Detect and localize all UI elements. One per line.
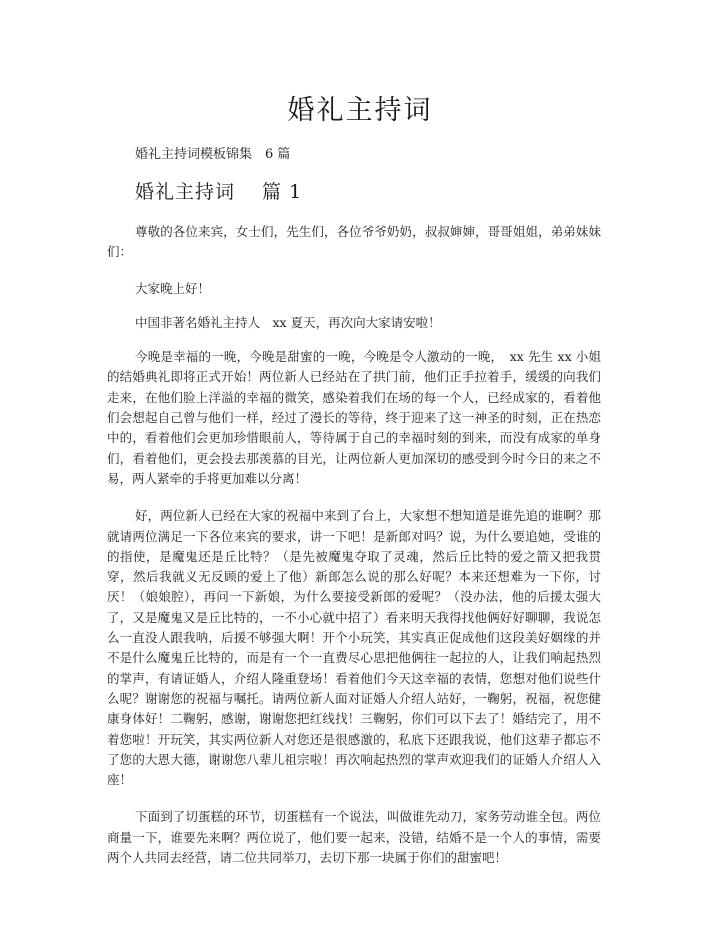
paragraph-good-evening: 大家晚上好！ (135, 280, 211, 296)
paragraph-ceremony-start: 今晚是幸福的一晚，今晚是甜蜜的一晚，今晚是令人激动的一晚， xx 先生 xx 小姐的结婚典礼即将正式开始！两位新人已经站在了拱门前，他们正手拉着手，缓缓的向我们走来，在他们脸上洋溢的幸福的微笑，感染着我们在场的每一个人，已经成家的，看着他们会想起自己曾与他们一样，经过了漫长的等待，终于迎来了这一神圣的时刻，正在热恋中的，看着他们会更加珍惜眼前人，等待属于自己的幸福时刻的到来，而没有成家的单身们，看着他们，更会投去那羡慕的目光，让两位新人更加深切的感受到今时今日的来之不易，两人紧牵的手将更加难以分离！ (107, 349, 601, 486)
paragraph-greeting-audience: 尊敬的各位来宾，女士们，先生们，各位爷爷奶奶，叔叔婶婶，哥哥姐姐，弟弟妹妹们： (107, 224, 601, 260)
paragraph-cake-cutting: 下面到了切蛋糕的环节，切蛋糕有一个说法，叫做谁先动刀，家务劳动谁全包。两位商量一下，谁要先来啊？两位说了，他们要一起来，没错，结婚不是一个人的事情，需要两个人共同去经营，请二位共同举刀，去切下那一块属于你们的甜蜜吧！ (107, 809, 601, 866)
document-title: 婚礼主持词 (287, 95, 433, 126)
paragraph-couple-story: 好，两位新人已经在大家的祝福中来到了台上，大家想不想知道是谁先追的谁啊？那就请两位满足一下各位来宾的要求，讲一下吧！是新郎对吗？说，为什么要追她，受谁的的指使，是魔鬼还是丘比特？（是先被魔鬼夺取了灵魂，然后丘比特的爱之箭又把我贯穿，然后我就义无反顾的爱上了他）新郎怎么说的那么好呢？本来还想难为一下你，讨厌！（娘娘腔），再问一下新娘，为什么要接受新郎的爱呢？（没办法，他的后援太强大了，又是魔鬼又是丘比特的，一不小心就中招了）看来明天我得找他俩好好聊聊，我说怎么一直没人跟我呐，后援不够强大啊！开个小玩笑，其实真正促成他们这段美好姻缘的并不是什么魔鬼丘比特的，而是有一个一直费尽心思把他俩往一起拉的人，让我们响起热烈的掌声，有请证婚人，介绍人隆重登场！看着他们今天这幸福的表情，您想对他们说些什么呢？谢谢您的祝福与嘱托。请两位新人面对证婚人介绍人站好，一鞠躬，祝福，祝您健康身体好！二鞠躬，感谢，谢谢您把红线找！三鞠躬，你们可以下去了！婚结完了，用不着您啦！开玩笑，其实两位新人对您还是很感激的，私底下还跟我说，他们这辈子都忘不了您的大恩大德，谢谢您八辈儿祖宗啦！再次响起热烈的掌声欢迎我们的证婚人介绍人入座！ (107, 508, 601, 788)
document-subtitle: 婚礼主持词模板锦集 6 篇 (135, 147, 291, 162)
paragraph-host-intro: 中国非著名婚礼主持人 xx 夏天，再次向大家请安啦！ (135, 314, 441, 330)
section-heading: 婚礼主持词 篇 1 (135, 181, 303, 203)
document-body (107, 222, 601, 885)
